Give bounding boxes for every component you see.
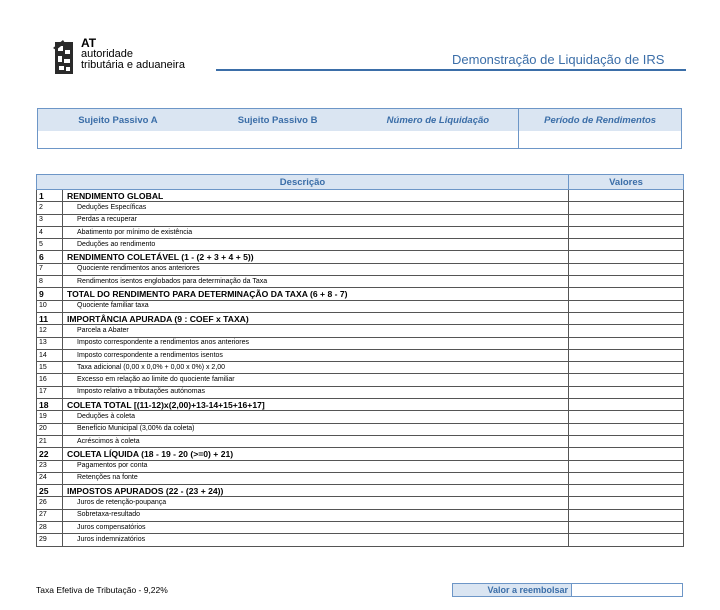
row-value: [569, 300, 684, 312]
col-numero-liquidacao: Número de Liquidação: [386, 114, 490, 126]
row-value: [569, 460, 684, 472]
row-number: 17: [37, 386, 63, 398]
row-value: [569, 411, 684, 423]
row-number: 26: [37, 497, 63, 509]
row-description: Juros compensatórios: [63, 522, 569, 534]
row-value: [569, 337, 684, 349]
row-value: [569, 190, 684, 202]
row-number: 8: [37, 276, 63, 288]
row-number: 12: [37, 325, 63, 337]
refund-label: Valor a reembolsar: [453, 584, 572, 596]
col-sujeito-a: Sujeito Passivo A: [78, 114, 158, 126]
taxpayer-header-row: [38, 109, 681, 131]
row-description: Parcela a Abater: [63, 325, 569, 337]
row-number: 22: [37, 448, 63, 460]
table-row: [37, 472, 684, 484]
row-description: COLETA LÍQUIDA (18 - 19 - 20 (>=0) + 21): [63, 448, 569, 460]
row-value: [569, 485, 684, 497]
col-valores: Valores: [569, 175, 684, 190]
taxpayer-header-box: [37, 108, 682, 149]
table-row: [37, 448, 684, 460]
table-row: [37, 509, 684, 521]
row-number: 15: [37, 362, 63, 374]
table-row: [37, 349, 684, 361]
row-value: [569, 472, 684, 484]
row-description: Imposto relativo a tributações autónomas: [63, 386, 569, 398]
row-description: Quociente rendimentos anos anteriores: [63, 263, 569, 275]
row-number: 3: [37, 214, 63, 226]
row-value: [569, 349, 684, 361]
row-number: 24: [37, 472, 63, 484]
taxpayer-values-cell: [38, 131, 518, 148]
row-value: [569, 386, 684, 398]
table-row: [37, 190, 684, 202]
row-number: 13: [37, 337, 63, 349]
at-logo: [53, 38, 213, 82]
row-description: Juros de retenção-poupança: [63, 497, 569, 509]
row-number: 23: [37, 460, 63, 472]
row-description: TOTAL DO RENDIMENTO PARA DETERMINAÇÃO DA TAXA (6 + 8 - 7): [63, 288, 569, 300]
table-row: [37, 485, 684, 497]
row-description: Benefício Municipal (3,00% da coleta): [63, 423, 569, 435]
row-value: [569, 509, 684, 521]
row-value: [569, 325, 684, 337]
row-value: [569, 288, 684, 300]
logo-abbr: AT: [81, 36, 97, 50]
table-header-row: [37, 175, 684, 190]
table-row: [37, 460, 684, 472]
row-description: RENDIMENTO COLETÁVEL (1 - (2 + 3 + 4 + 5)): [63, 251, 569, 263]
table-row: [37, 411, 684, 423]
table-row: [37, 399, 684, 411]
row-value: [569, 534, 684, 546]
row-number: 14: [37, 349, 63, 361]
row-description: Perdas a recuperar: [63, 214, 569, 226]
row-number: 9: [37, 288, 63, 300]
table-row: [37, 226, 684, 238]
col-descricao: Descrição: [37, 175, 569, 190]
row-value: [569, 497, 684, 509]
row-number: 7: [37, 263, 63, 275]
row-value: [569, 263, 684, 275]
row-description: Sobretaxa-resultado: [63, 509, 569, 521]
row-value: [569, 214, 684, 226]
row-description: RENDIMENTO GLOBAL: [63, 190, 569, 202]
row-description: Imposto correspondente a rendimentos isentos: [63, 349, 569, 361]
row-description: COLETA TOTAL [(11-12)x(2,00)+13-14+15+16+17]: [63, 399, 569, 411]
row-number: 27: [37, 509, 63, 521]
table-row: [37, 374, 684, 386]
row-description: Rendimentos isentos englobados para determinação da Taxa: [63, 276, 569, 288]
row-description: IMPOSTOS APURADOS (22 - (23 + 24)): [63, 485, 569, 497]
row-number: 4: [37, 226, 63, 238]
table-row: [37, 325, 684, 337]
row-number: 6: [37, 251, 63, 263]
row-description: Juros indemnizatórios: [63, 534, 569, 546]
effective-tax-rate: Taxa Efetiva de Tributação - 9,22%: [36, 585, 168, 595]
table-row: [37, 239, 684, 251]
row-description: Deduções Específicas: [63, 202, 569, 214]
row-value: [569, 362, 684, 374]
refund-value: [572, 584, 682, 596]
row-number: 1: [37, 190, 63, 202]
table-row: [37, 263, 684, 275]
col-sujeito-b: Sujeito Passivo B: [237, 114, 318, 126]
table-row: [37, 312, 684, 324]
col-periodo-rendimentos: Período de Rendimentos: [518, 109, 681, 131]
row-value: [569, 276, 684, 288]
refund-box: [452, 583, 683, 597]
table-row: [37, 362, 684, 374]
row-description: Deduções ao rendimento: [63, 239, 569, 251]
row-number: 21: [37, 435, 63, 447]
table-row: [37, 497, 684, 509]
row-value: [569, 202, 684, 214]
row-number: 18: [37, 399, 63, 411]
row-description: IMPORTÂNCIA APURADA (9 : COEF x TAXA): [63, 312, 569, 324]
row-value: [569, 251, 684, 263]
row-number: 19: [37, 411, 63, 423]
row-description: Taxa adicional (0,00 x 0,0% + 0,00 x 0%) x 2,00: [63, 362, 569, 374]
row-number: 25: [37, 485, 63, 497]
table-row: [37, 423, 684, 435]
row-value: [569, 448, 684, 460]
row-number: 5: [37, 239, 63, 251]
row-description: Abatimento por mínimo de existência: [63, 226, 569, 238]
logo-line-2: tributária e aduaneira: [81, 59, 185, 71]
row-value: [569, 374, 684, 386]
table-row: [37, 337, 684, 349]
table-row: [37, 288, 684, 300]
logo-line-1: autoridade: [81, 48, 133, 60]
row-number: 16: [37, 374, 63, 386]
row-number: 28: [37, 522, 63, 534]
row-number: 20: [37, 423, 63, 435]
row-value: [569, 239, 684, 251]
row-value: [569, 435, 684, 447]
row-value: [569, 312, 684, 324]
row-value: [569, 522, 684, 534]
table-row: [37, 251, 684, 263]
periodo-value-cell: [518, 131, 681, 148]
title-divider: [216, 69, 686, 71]
table-row: [37, 522, 684, 534]
table-row: [37, 300, 684, 312]
at-emblem-icon: [53, 40, 77, 78]
row-description: Retenções na fonte: [63, 472, 569, 484]
row-value: [569, 399, 684, 411]
table-row: [37, 214, 684, 226]
row-description: Quociente familiar taxa: [63, 300, 569, 312]
row-description: Pagamentos por conta: [63, 460, 569, 472]
table-row: [37, 534, 684, 546]
row-number: 10: [37, 300, 63, 312]
table-row: [37, 435, 684, 447]
document-title: Demonstração de Liquidação de IRS: [452, 52, 665, 67]
table-row: [37, 386, 684, 398]
row-description: Acréscimos à coleta: [63, 435, 569, 447]
row-description: Excesso em relação ao limite do quociente familiar: [63, 374, 569, 386]
row-number: 11: [37, 312, 63, 324]
row-number: 2: [37, 202, 63, 214]
row-value: [569, 423, 684, 435]
row-value: [569, 226, 684, 238]
table-row: [37, 202, 684, 214]
row-description: Imposto correspondente a rendimentos anos anteriores: [63, 337, 569, 349]
taxpayer-value-row: [38, 131, 681, 148]
table-row: [37, 276, 684, 288]
liquidation-table: [36, 174, 684, 547]
row-number: 29: [37, 534, 63, 546]
row-description: Deduções à coleta: [63, 411, 569, 423]
